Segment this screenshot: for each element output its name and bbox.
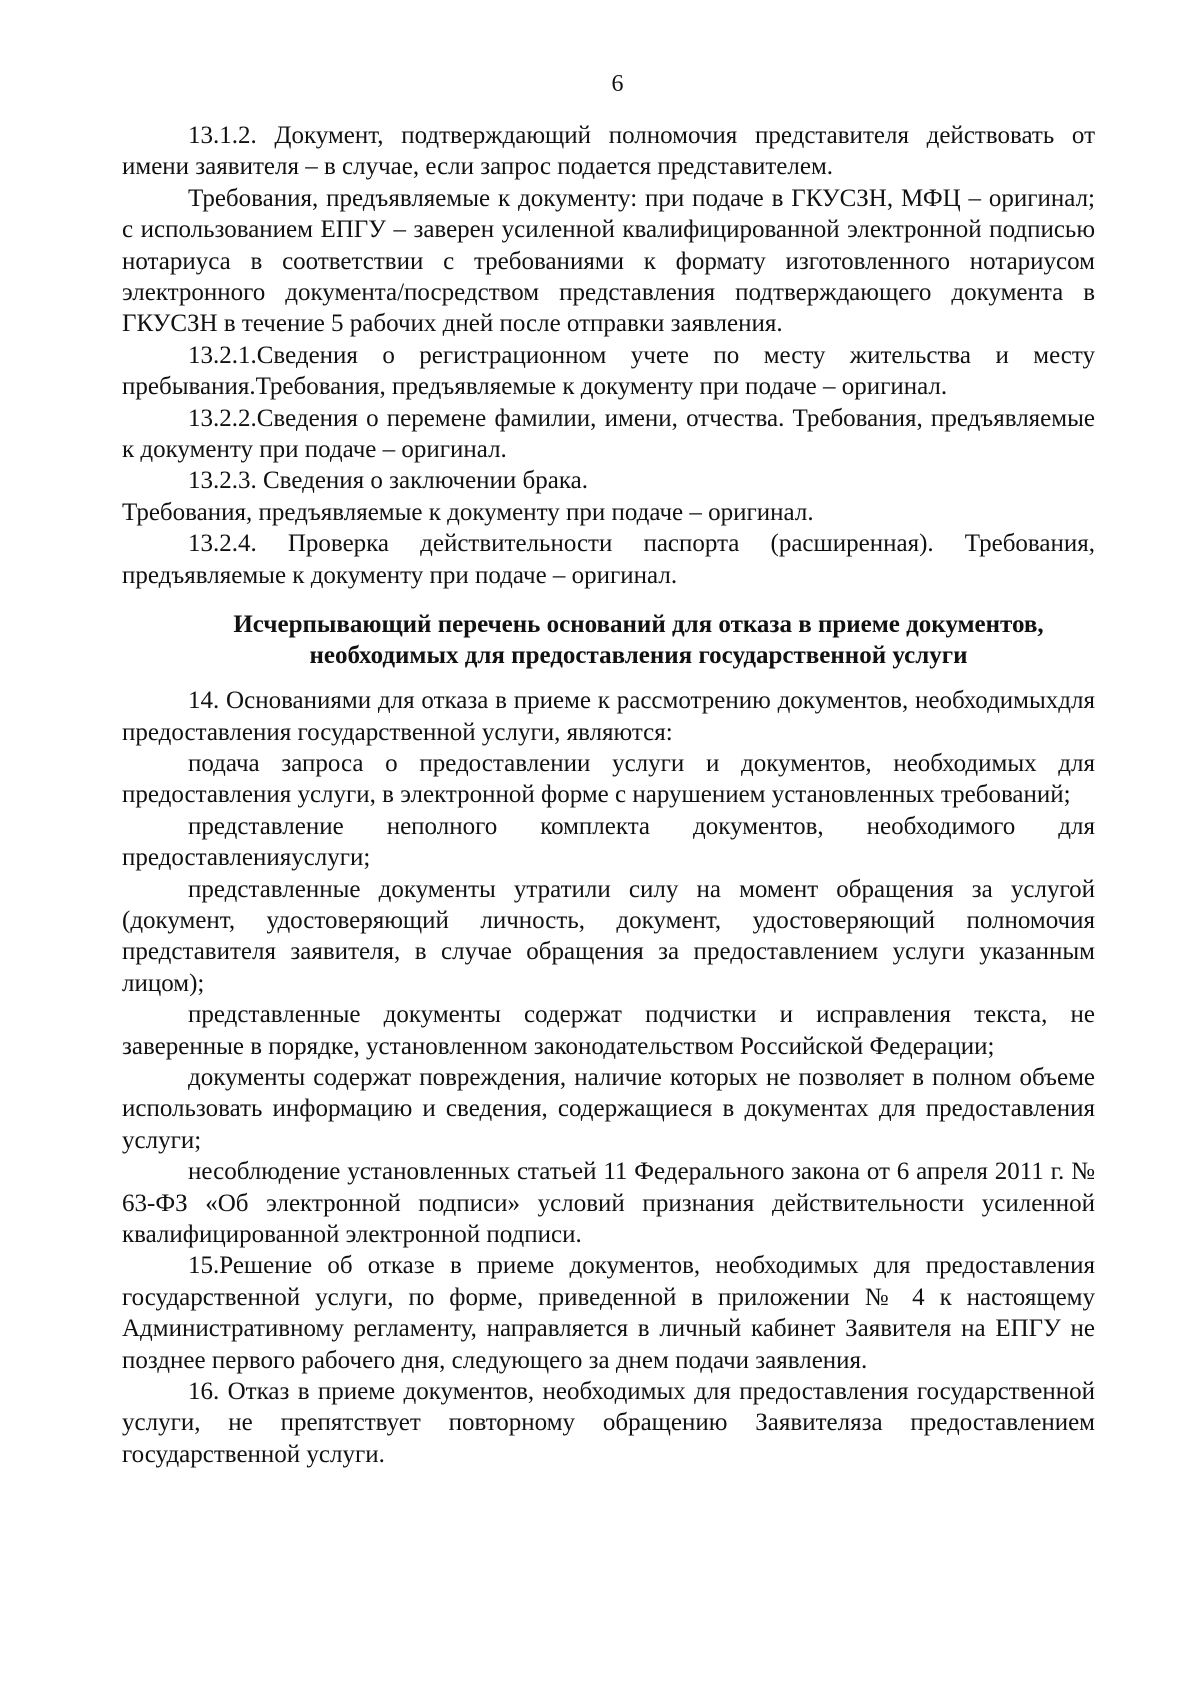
section-heading-line-1: Исчерпывающий перечень оснований для отказа в приеме документов,	[233, 611, 1044, 639]
paragraph-13-2-4: 13.2.4. Проверка действительности паспорта (расширенная). Требования, предъявляемые к документу при подаче – оригинал.	[122, 530, 1095, 589]
refusal-ground-item: подача запроса о предоставлении услуги и документов, необходимых для предоставления услуги, в электронной форме с нарушением установленных требований;	[122, 749, 1095, 809]
paragraph-13-2-3-requirements: Требования, предъявляемые к документу при подаче – оригинал.	[122, 498, 814, 526]
section-heading-line-2: необходимых для предоставления государственной услуги	[309, 642, 968, 670]
refusal-ground-item: представленные документы утратили силу на момент обращения за услугой (документ, удостоверяющий личность, документ, удостоверяющий полномочия представителя заявителя, в случае обращения за предоставлением услуги указанным лицом);	[122, 875, 1095, 997]
refusal-ground-item: документы содержат повреждения, наличие которых не позволяет в полном объеме использовать информацию и сведения, содержащиеся в документах для предоставления услуги;	[122, 1063, 1095, 1154]
refusal-ground-item: представленные документы содержат подчистки и исправления текста, не заверенные в порядке, установленном законодательством Российской Федерации;	[122, 1001, 1095, 1060]
body-text-before	[122, 120, 1095, 591]
paragraph-13-2-2: 13.2.2.Сведения о перемене фамилии, имени, отчества. Требования, предъявляемые к документу при подаче – оригинал.	[122, 404, 1095, 464]
paragraph-15: 15.Решение об отказе в приеме документов, необходимых для предоставления государственной услуги, по форме, приведенной в приложении № 4 к настоящему Административному регламенту, направляется в личный кабинет Заявителя на ЕПГУ не позднее первого рабочего дня, следующего за днем подачи заявления.	[122, 1252, 1095, 1374]
body-text-after	[122, 685, 1095, 1470]
paragraph-requirements: Требования, предъявляемые к документу: при подаче в ГКУСЗН, МФЦ – оригинал; с использованием ЕПГУ – заверен усиленной квалифицированной электронной подписью нотариуса в соответствии с требованиями к формату изготовленного нотариусом электронного документа/посредством представления подтверждающего документа в ГКУСЗН в течение 5 рабочих дней после отправки заявления.	[122, 184, 1095, 338]
refusal-ground-item: представление неполного комплекта документов, необходимого для предоставленияуслуги;	[122, 812, 1095, 872]
section-heading	[122, 609, 1095, 671]
paragraph-13-2-1: 13.2.1.Сведения о регистрационном учете по месту жительства и месту пребывания.Требования, предъявляемые к документу при подаче – оригинал.	[122, 341, 1095, 401]
paragraph-14: 14. Основаниями для отказа в приеме к рассмотрению документов, необходимыхдля предоставления государственной услуги, являются:	[122, 687, 1095, 746]
page-number: 6	[611, 71, 624, 97]
paragraph-13-2-3: 13.2.3. Сведения о заключении брака.	[188, 467, 588, 495]
paragraph-13-1-2: 13.1.2. Документ, подтверждающий полномочия представителя действовать от имени заявителя – в случае, если запрос подается представителем.	[122, 122, 1095, 181]
refusal-ground-item: несоблюдение установленных статьей 11 Федерального закона от 6 апреля 2011 г. № 63-ФЗ «Об электронной подписи» условий признания действительности усиленной квалифицированной электронной подписи.	[122, 1158, 1095, 1248]
paragraph-16: 16. Отказ в приеме документов, необходимых для предоставления государственной услуги, не препятствует повторному обращению Заявителяза предоставлением государственной услуги.	[122, 1378, 1095, 1468]
